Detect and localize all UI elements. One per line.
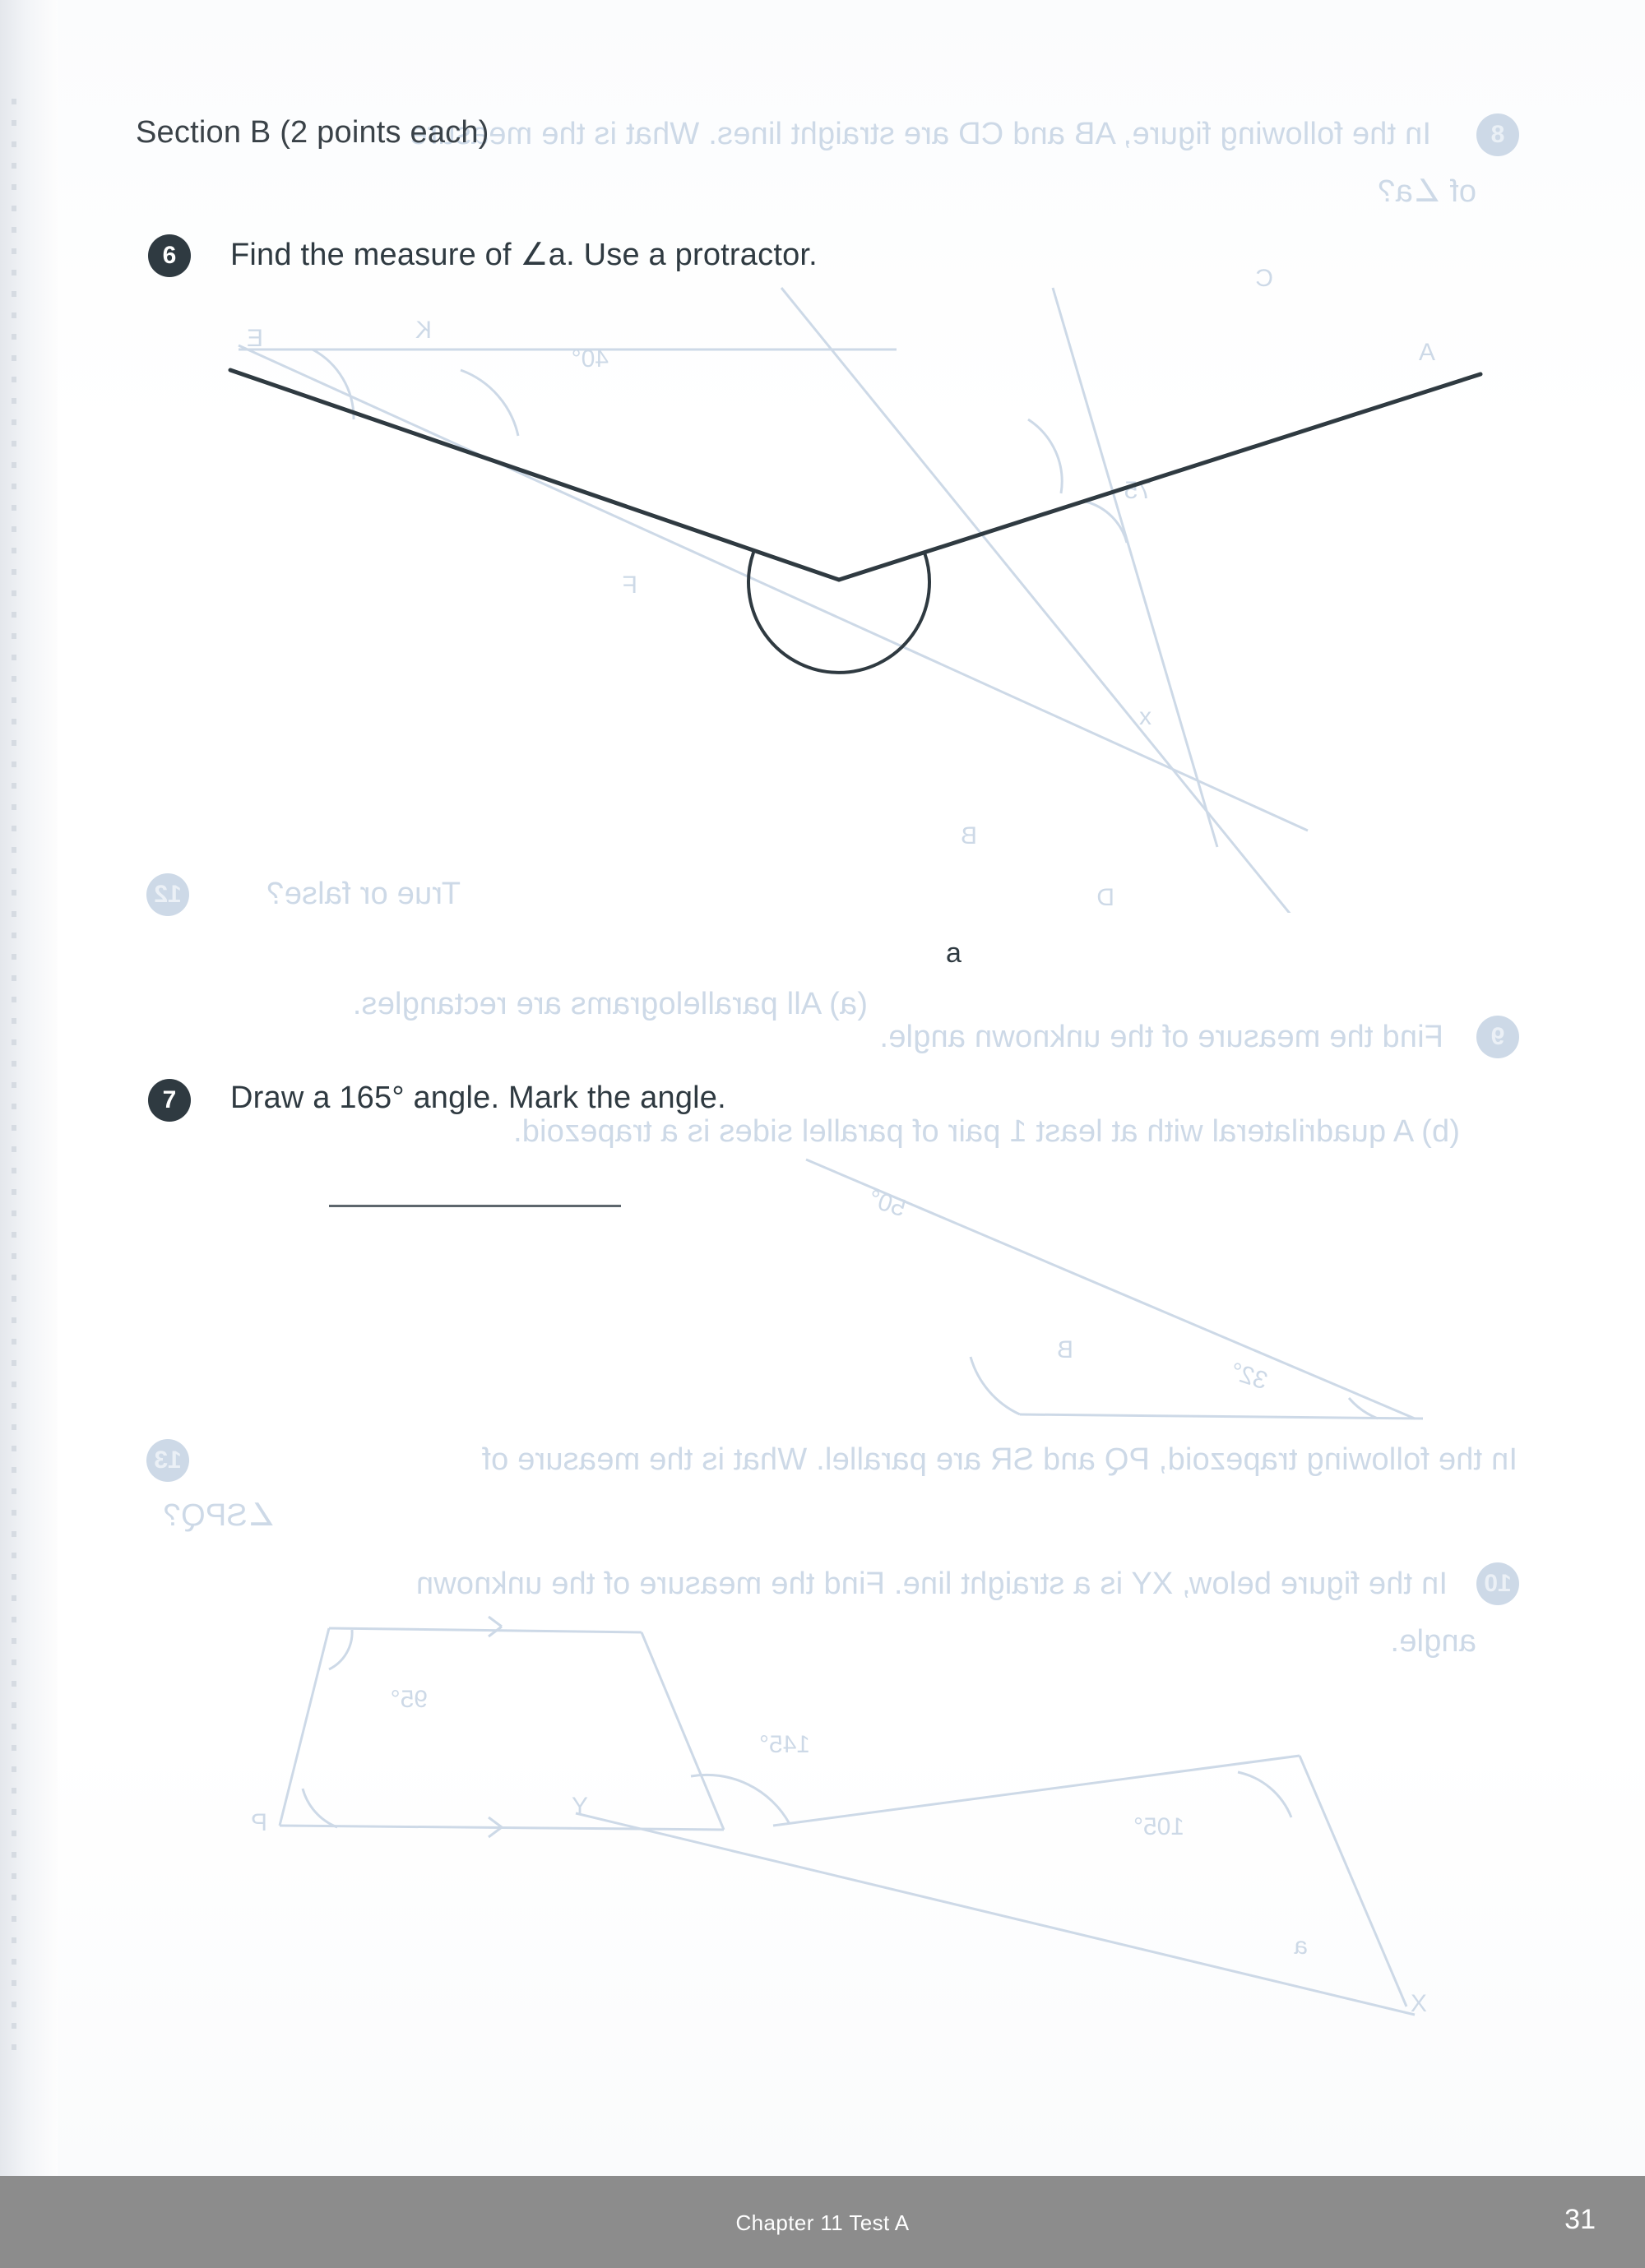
- ghost-point-label: X: [1410, 1990, 1427, 2017]
- angle-diagram-svg: [123, 247, 1522, 987]
- ghost-question-number: 13: [146, 1439, 189, 1482]
- page-spine-shadow: [0, 0, 58, 2176]
- ghost-point-label: B: [1056, 1336, 1073, 1363]
- ghost-point-label: F: [622, 572, 637, 599]
- ghost-angle-label: 145°: [758, 1731, 810, 1758]
- ghost-question-number: 8: [1476, 113, 1519, 156]
- ghost-point-label: E: [246, 325, 263, 352]
- ghost-question-text: (a) All parallelograms are rectangles.: [352, 987, 868, 1021]
- ghost-question-number: 10: [1476, 1562, 1519, 1605]
- footer-page-number: 31: [1564, 2204, 1596, 2235]
- ghost-point-label: D: [1096, 884, 1114, 911]
- ghost-question-text: Find the measure of the unknown angle.: [879, 1020, 1443, 1054]
- question-number-7: 7: [148, 1079, 191, 1122]
- ghost-question-text: In the figure below, XY is a straight line. Find the measure of the unknown: [415, 1567, 1448, 1601]
- ghost-angle-label: 50°: [864, 1184, 909, 1223]
- ghost-angle-label: 40°: [571, 345, 609, 373]
- ghost-angle-label: 105°: [1133, 1813, 1184, 1840]
- question-number-6: 6: [148, 234, 191, 277]
- question-text-7: Draw a 165° angle. Mark the angle.: [230, 1081, 726, 1115]
- ghost-angle-label: 32°: [1226, 1357, 1271, 1396]
- question-text-6: Find the measure of ∠a. Use a protractor.: [230, 238, 818, 272]
- ghost-point-label: Y: [571, 1793, 588, 1820]
- ghost-point-label: B: [960, 822, 977, 849]
- ghost-question-text: In the following figure, AB and CD are straight lines. What is the measure: [410, 117, 1431, 151]
- ghost-question-text: (b) A quadrilateral with at least 1 pair of parallel sides is a trapezoid.: [512, 1114, 1460, 1149]
- page-edge-perforation: [12, 99, 16, 2056]
- ghost-question-text: True or false?: [266, 877, 461, 911]
- ghost-question-text: ∠SPQ?: [163, 1498, 276, 1533]
- answer-rule-line: [329, 1205, 621, 1207]
- ghost-point-label: K: [415, 317, 432, 344]
- ghost-question-number: 9: [1476, 1016, 1519, 1058]
- ghost-point-label: C: [1255, 265, 1273, 292]
- ghost-question-text: of ∠a?: [1378, 174, 1476, 209]
- angle-label-a: a: [946, 937, 962, 969]
- ghost-question-text: angle.: [1390, 1624, 1476, 1659]
- page-footer: [0, 2176, 1645, 2268]
- ghost-point-label: P: [250, 1809, 267, 1836]
- footer-chapter-label: Chapter 11 Test A: [735, 2210, 910, 2235]
- ghost-angle-label: 75: [1124, 477, 1152, 504]
- ghost-point-label: A: [1418, 339, 1435, 366]
- ghost-variable-label: x: [1139, 703, 1152, 730]
- ghost-question-text: In the following trapezoid, PQ and SR are parallel. What is the measure of: [482, 1442, 1518, 1477]
- ghost-variable-label: a: [1294, 1932, 1308, 1960]
- ghost-angle-label: 95°: [390, 1686, 428, 1713]
- section-heading: Section B (2 points each): [136, 115, 489, 150]
- ghost-question-number: 12: [146, 873, 189, 916]
